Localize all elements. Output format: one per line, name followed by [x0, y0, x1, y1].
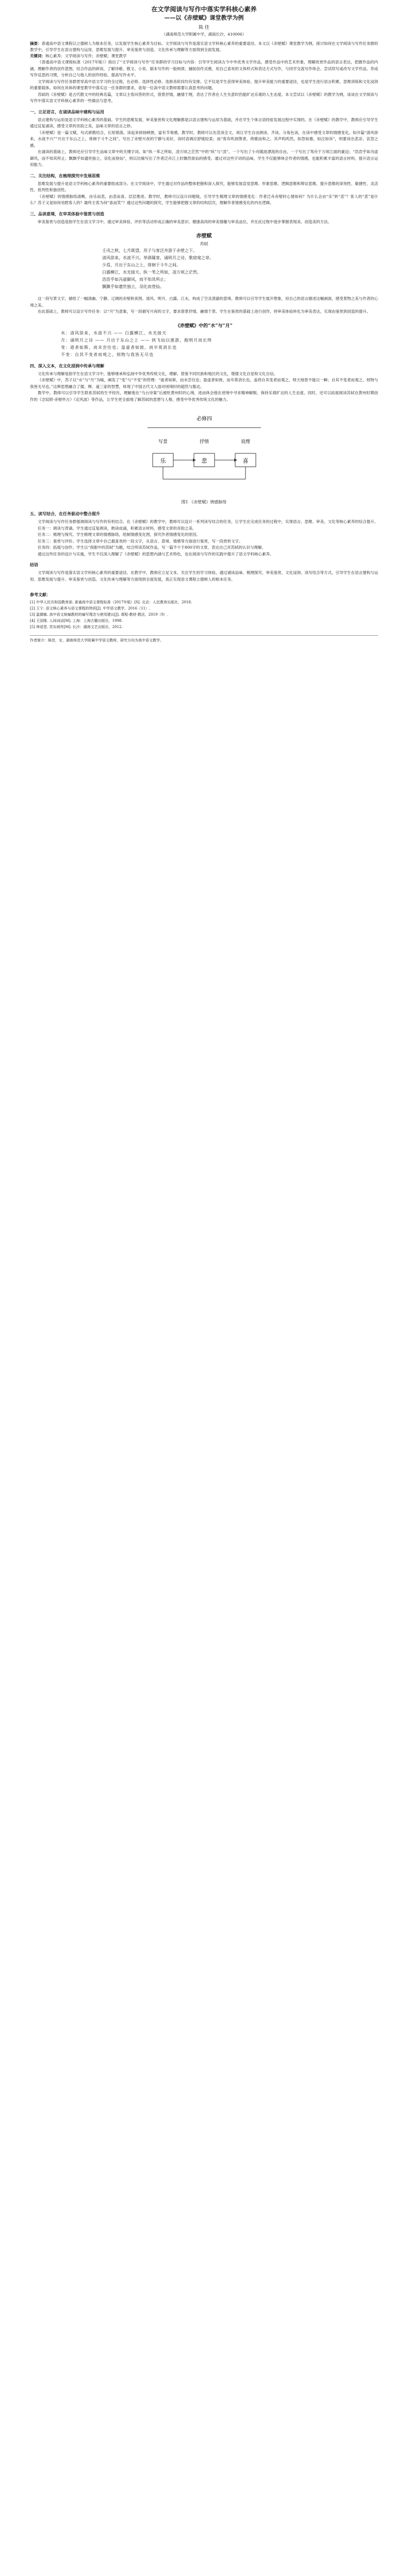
poem-title: 赤壁赋 [196, 233, 212, 239]
poem-author: 苏轼 [200, 242, 208, 246]
paragraph: 思维发展与提升是语文学科核心素养的重要组成部分。在文学阅读中，学生通过对作品的整体把握和深入探究，能够发展直觉思维、形象思维、逻辑思维和辩证思维，提升思维的深刻性、敏捷性、灵活性、批判性和独创性。 [30, 181, 378, 192]
section-5 [30, 511, 378, 557]
author-affiliation: （湖南师范大学附属中学，湖南长沙，410006） [161, 32, 247, 37]
paragraph: 这一段写景文字，描绘了一幅清幽、宁静、辽阔的赤壁秋夜图。清风、明月、白露、江水，构成了空灵澄澈的意境。教师可以引导学生展开想象，用自己的语言描述这幅画面，感受景物之美与作者的心境之美。 [30, 296, 378, 308]
diagram-side-label: 写景 [158, 439, 168, 445]
keywords [30, 53, 378, 59]
section-heading: 三、品读意境，在审美体验中鉴赏与创造 [30, 211, 104, 216]
author-footer: 作者简介：陈佳，女，湖南师范大学附属中学语文教师，研究方向为高中语文教学。 [30, 635, 378, 643]
poem-line: 壬戌之秋，七月既望，苏子与客泛舟游于赤壁之下。 [102, 248, 197, 253]
section-2 [30, 173, 378, 207]
reference-item: [3] 温儒敏. 高中语文统编教材的编写理念与使用建议[J]. 课程·教材·教法，2019（9）. [30, 613, 169, 617]
diagram-arrowhead [234, 459, 237, 462]
annotation-line: 水：清风徐来，水波不兴 —— 白露横江，水光接天 [61, 330, 167, 335]
paragraph: 《普通高中语文课程标准（2017年版）》指出了“文学阅读与写作”任务群的学习目标与内容：引导学生阅读古今中外优秀文学作品，感受作品中的艺术形象，理解欣赏作品的语言表达，把握作品的内涵，理解作者的创作意图。结合作品的研读，了解诗歌、散文、小说、剧本写作的一般规律，捕捉创作灵感，用自己喜欢的文体样式和表达方式写作，与同学交流写作体会。尝试续写或改写文学作品。养成写作反思的习惯，分析自己与他人的创作经验，提高写作水平。 [30, 60, 378, 77]
diagram-side-label: 抒情 [199, 439, 209, 445]
reference-item: [2] 王宁. 语文核心素养与语文课程的特质[J]. 中学语文教学，2016（11）. [30, 606, 151, 611]
reference-item: [4] 王国维. 人间词话[M]. 上海：上海古籍出版社，1998. [30, 619, 123, 623]
paragraph: 《赤壁赋》中，苏子以“水”与“月”为喻，阐发了“变”与“不变”的哲理：“逝者如斯，而未尝往也；盈虚者如彼，而卒莫消长也。盖将自其变者而观之，则天地曾不能以一瞬；自其不变者而观之，则物与我皆无尽也。”这种思想融合了儒、释、道三家的智慧，体现了中国古代文人面对困境时的超然与豁达。 [30, 378, 378, 389]
section-1 [30, 109, 378, 168]
paragraph: 苏轼的《赤壁赋》是古代散文中的经典名篇，文章以主客问答的形式，借景抒情，融情于理，表达了作者在人生失意时仍能旷达乐观的人生态度。本文尝试以《赤壁赋》的教学为例，谈谈在文学阅读与写作中落实语文学科核心素养的一些做法与思考。 [30, 92, 378, 103]
poem-line: 白露横江，水光接天。纵一苇之所如，凌万顷之茫然。 [102, 270, 201, 275]
paragraph: 文学阅读与写作是落实语文学科核心素养的重要途径。在教学中，教师应立足文本，关注学生的学习体验，通过诵读品味、梳理探究、审美鉴赏、文化浸润、读写结合等方式，引导学生在语言建构与运用、思维发展与提升、审美鉴赏与创造、文化传承与理解等方面得到全面发展，真正实现语文课程立德树人的根本任务。 [30, 570, 378, 582]
paragraph: 任务一：朗读与背诵。学生通过反复朗读，熟读成诵，积累语言材料，感受文章的音韵之美。 [38, 526, 197, 531]
paragraph: 语言建构与运用是语文学科核心素养的基础。学生的思维发展、审美鉴赏和文化理解都是以语言建构与运用为基础，并在学生个体言语经验发展过程中实现的。在《赤壁赋》的教学中，教师应引导学生通过反复诵读，感受文章的音韵之美，品味文章的语言之妙。 [30, 117, 378, 128]
title-block [30, 0, 378, 38]
section-heading: 结语 [30, 563, 38, 567]
section-heading: 五、读写结合，在任务驱动中整合提升 [30, 512, 100, 516]
annotation-block [30, 323, 378, 359]
diagram-arrowhead [193, 459, 196, 462]
paragraph: 《赤壁赋》的情感脉络清晰，由乐而悲，由悲而喜，层层推进。教学时，教师可以设计问题链，引导学生梳理文章的情感变化：作者泛舟赤壁时心情如何？为什么会由“乐”转“悲”？客人的“悲”是什么？苏子又是如何劝慰客人的？最终主客为何“喜而笑”？通过这些问题的探究，学生能够把握文章的结构层次，理解作者情感变化的内在逻辑。 [30, 194, 378, 205]
reference-item: [1] 中华人民共和国教育部. 普通高中语文课程标准（2017年版）[S]. 北京：人民教育出版社，2018. [30, 600, 192, 604]
article-page [0, 0, 409, 643]
paragraph: 《赤壁赋》是一篇文赋，句式骈散结合，长短错落，读起来抑扬顿挫，富有节奏感。教学时，教师可以先范读全文，再让学生自由朗读、齐读、分角色读，在读中感受文章的情感变化。如开篇“清风徐来，水波不兴”“月出于东山之上，徘徊于斗牛之间”，写出了赤壁月夜的宁静与美好，读时语调应舒缓轻柔；而“客有吹洞箫者，倚歌而和之。其声呜呜然，如怨如慕，如泣如诉”，则要读出悲凉、哀怨之感。 [30, 130, 378, 148]
figure-1 [30, 412, 378, 505]
diagram-top-label: 必修四 [196, 416, 212, 422]
references-title: 参考文献： [30, 592, 51, 597]
section-3 [30, 211, 378, 226]
annotation-line: 变：逝者如斯，而未尝往也；盈虚者如彼，而卒莫消长也 [61, 345, 177, 350]
paragraph: 文学阅读与写作任务群贯穿高中语文学习的全过程，在必修、选择性必修、选修各阶段均有安排。它不仅是学生获得审美体验、提升审美能力的重要途径，也是学生进行语言积累、思维训练和文化浸润的重要载体。如何在具体的课堂教学中落实这一任务群的要求，是每一位高中语文教师需要认真思考的问题。 [30, 79, 378, 90]
article-title: 在文学阅读与写作中落实学科核心素养 [151, 6, 257, 13]
diagram-node: 喜 [242, 457, 248, 464]
paragraph: 文化传承与理解是指学生在语文学习中，能够继承和弘扬中华优秀传统文化，理解、借鉴不同民族和地区的文化，增强文化自觉和文化自信。 [38, 371, 277, 376]
reference-item: [5] 林语堂. 苏东坡传[M]. 长沙：湖南文艺出版社，2012. [30, 625, 123, 629]
after-poem [30, 296, 378, 315]
emotion-diagram [127, 412, 282, 495]
annotation-line: 月：诵明月之诗 —— 月出于东山之上 —— 挟飞仙以遨游，抱明月而长终 [61, 337, 212, 343]
paragraph: 通过这些任务的设计与实施，学生不仅深入理解了《赤壁赋》的思想内涵与艺术特色，也在阅读与写作的实践中提升了语文学科核心素养。 [38, 551, 274, 556]
diagram-node: 悲 [201, 457, 207, 464]
poem-body [30, 247, 378, 291]
diagram-node: 乐 [160, 457, 166, 464]
paragraph: 教学中，教师可以引导学生联系苏轼的生平经历，理解他在“乌台诗案”后被贬黄州时的心境，进而体会他在逆境中寻求精神解脱、保持乐观旷达的人生态度。同时，还可以拓展阅读苏轼在黄州时期创作的《念奴娇·赤壁怀古》《定风波》等作品，让学生更全面地了解苏轼的思想与人格，感受中华优秀传统文化的魅力。 [30, 391, 378, 402]
section-heading: 二、关注结构，在梳理探究中发展思维 [30, 173, 100, 178]
abstract [30, 41, 378, 53]
section-heading: 一、立足语言，在诵读品味中建构与运用 [30, 109, 104, 114]
references [30, 592, 378, 630]
paragraph: 审美鉴赏与创造是指学生在语文学习中，通过审美体验、评价等活动形成正确的审美意识、健康高尚的审美情趣与审美品位，并在此过程中逐步掌握表现美、创造美的方法。 [38, 219, 332, 224]
section-heading: 四、深入文本，在文化浸润中传承与理解 [30, 363, 104, 368]
diagram-side-label: 说理 [240, 439, 250, 445]
paragraph: 任务二：梳理与探究。学生梳理文章的情感脉络，绘制情感变化图，探究作者情感变化的原因。 [38, 532, 200, 537]
keywords-text: 核心素养；文学阅读与写作；赤壁赋；课堂教学 [45, 54, 127, 58]
section-4 [30, 363, 378, 403]
paragraph: 任务四：拓展与创作。学生以“我眼中的苏轼”为题，结合所读苏轼作品，写一篇不少于800字的文章，表达自己对苏轼的认识与理解。 [38, 545, 266, 550]
article-subtitle: ——以《赤壁赋》课堂教学为例 [164, 14, 244, 21]
intro-section [30, 59, 378, 105]
paragraph: 任务三：鉴赏与评价。学生选择文章中自己最喜欢的一段文字，从语言、意境、情感等方面进行鉴赏，写一段赏析文字。 [38, 538, 243, 544]
abstract-text: 普通高中语文课程以立德树人为根本任务，以发展学生核心素养为目标。文学阅读与写作是落实语文学科核心素养的重要途径。本文以《赤壁赋》课堂教学为例，探讨如何在文学阅读与写作任务群的教学中，引导学生在语言建构与运用、思维发展与提升、审美鉴赏与创造、文化传承与理解等方面得到全面发展。 [30, 41, 378, 52]
paragraph: 在诵读的基础上，教师还应引导学生品味文章中的关键字词。如“纵一苇之所如，凌万顷之茫然”中的“纵”与“凌”，一个写出了小舟随波漂流的自由，一个写出了驾舟于万顷江面的豪迈；“浩浩乎如冯虚御风，而不知其所止；飘飘乎如遗世独立，羽化而登仙”，则以比喻写出了作者泛舟江上时飘然欲仙的感受。通过对这些字词的品味，学生不仅能够体会作者的情感，也能积累丰富的语言材料，提升语言运用能力。 [30, 149, 378, 167]
figure-caption: 图1 《赤壁赋》情感脉络 [181, 500, 227, 504]
poem-excerpt [30, 232, 378, 291]
author-name: 陈 佳 [199, 25, 209, 30]
keywords-label: 关键词： [30, 54, 45, 58]
poem-line: 浩浩乎如冯虚御风，而不知其所止； [102, 277, 168, 282]
abstract-label: 摘要： [30, 41, 42, 46]
annotation-title: 《赤壁赋》中的“水”与“月” [175, 323, 233, 329]
poem-line: 少焉，月出于东山之上，徘徊于斗牛之间。 [102, 263, 181, 267]
poem-line: 清风徐来，水波不兴。举酒属客，诵明月之诗，歌窈窕之章。 [102, 256, 214, 260]
paragraph: 文学阅读与写作任务群强调阅读与写作的有机结合。在《赤壁赋》的教学中，教师可以设计一系列读写结合的任务，让学生在完成任务的过程中，实现语言、思维、审美、文化等核心素养的综合提升。 [38, 519, 378, 524]
poem-line: 飘飘乎如遗世独立，羽化而登仙。 [102, 284, 164, 289]
conclusion-section [30, 562, 378, 583]
paragraph: 在此基础上，教师可以设计写作任务：以“月”为意象，写一段描写月夜的文字，要求借景抒情，融情于景。学生在鉴赏的基础上进行创作，将审美体验转化为审美表达，实现由鉴赏到创造的提升。 [38, 309, 371, 314]
annotation-line: 不变：自其不变者而观之，则物与我皆无尽也 [61, 352, 154, 357]
